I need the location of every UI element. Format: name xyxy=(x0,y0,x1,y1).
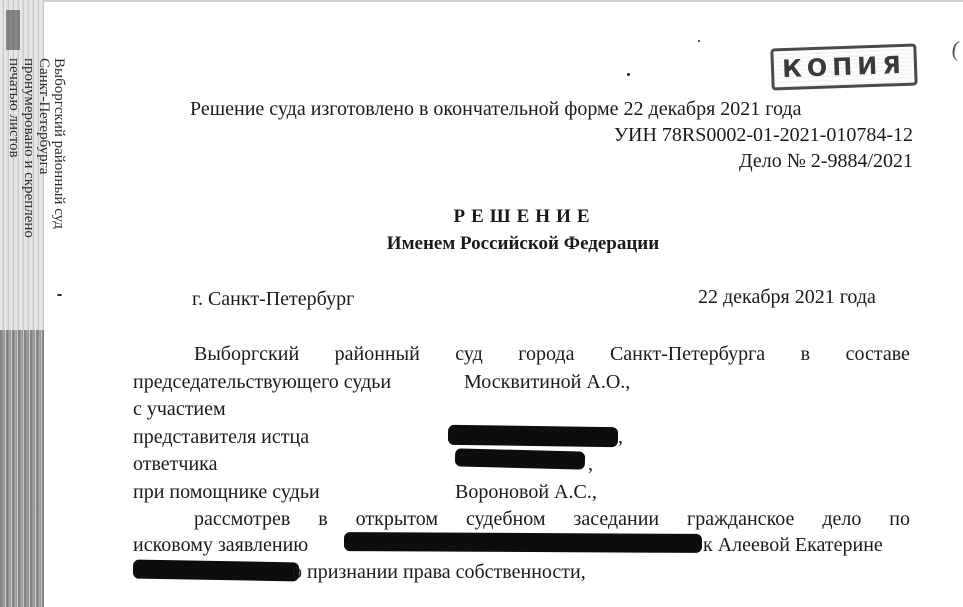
claim-prefix: исковому заявлению xyxy=(133,534,309,556)
word: в xyxy=(800,343,811,365)
assistant-name: Вороновой А.С., xyxy=(455,481,597,503)
copy-stamp xyxy=(770,43,917,90)
word: города xyxy=(518,343,575,365)
word: составе xyxy=(845,343,910,365)
copy-stamp-text: КОПИЯ xyxy=(781,50,907,84)
decision-date: 22 декабря 2021 года xyxy=(698,286,876,308)
claim-subject: о признании права собственности, xyxy=(292,561,586,583)
uin-number: УИН 78RS0002-01-2021-010784-12 xyxy=(613,124,913,146)
plaintiff-rep-label: представителя истца xyxy=(133,426,310,448)
word: судебном xyxy=(465,508,546,530)
cert-line: пронумеровано и скреплено xyxy=(21,58,37,238)
redaction-bar xyxy=(448,425,618,447)
case-number: Дело № 2-9884/2021 xyxy=(738,150,913,172)
presiding-judge-name: Москвитиной А.О., xyxy=(464,371,631,393)
margin-pen-mark: ( xyxy=(950,35,962,62)
scan-speck xyxy=(627,73,630,76)
assistant-label: при помощнике судьи xyxy=(133,481,320,503)
binding-mark xyxy=(6,10,20,50)
scan-speck xyxy=(57,294,62,296)
court-composition-line xyxy=(194,342,910,366)
claim-defendant: к Алеевой Екатерине xyxy=(703,534,883,556)
document-title: РЕШЕНИЕ xyxy=(453,206,596,227)
word: районный xyxy=(334,343,420,365)
presiding-label: председательствующего судьи xyxy=(133,371,392,393)
word: по xyxy=(889,508,910,530)
redaction-bar xyxy=(455,448,585,469)
cert-line: печатью листов xyxy=(6,58,22,158)
scan-top-edge xyxy=(0,0,963,2)
word: гражданское xyxy=(687,508,795,530)
final-form-note: Решение суда изготовлено в окончательной форме 22 декабря 2021 года xyxy=(190,98,802,120)
comma: , xyxy=(618,426,623,448)
word: открытом xyxy=(355,508,439,530)
word: Санкт-Петербурга xyxy=(609,343,766,365)
cert-line: Санкт-Петербурга xyxy=(36,58,52,175)
word: дело xyxy=(822,508,862,530)
redaction-bar xyxy=(344,532,702,553)
defendant-label: ответчика xyxy=(133,453,218,475)
word: Выборгский xyxy=(194,343,300,365)
word: в xyxy=(318,508,328,530)
participation-label: с участием xyxy=(133,398,226,420)
redaction-bar xyxy=(133,560,299,582)
city: г. Санкт-Петербург xyxy=(192,288,355,310)
considered-line xyxy=(194,507,910,531)
scan-speck xyxy=(698,40,700,42)
comma: , xyxy=(588,453,593,475)
word: рассмотрев xyxy=(194,508,291,530)
word: суд xyxy=(455,343,483,365)
cert-line: Выборгский районный суд xyxy=(51,58,67,229)
word: заседании xyxy=(573,508,660,530)
document-subtitle: Именем Российской Федерации xyxy=(386,233,660,254)
